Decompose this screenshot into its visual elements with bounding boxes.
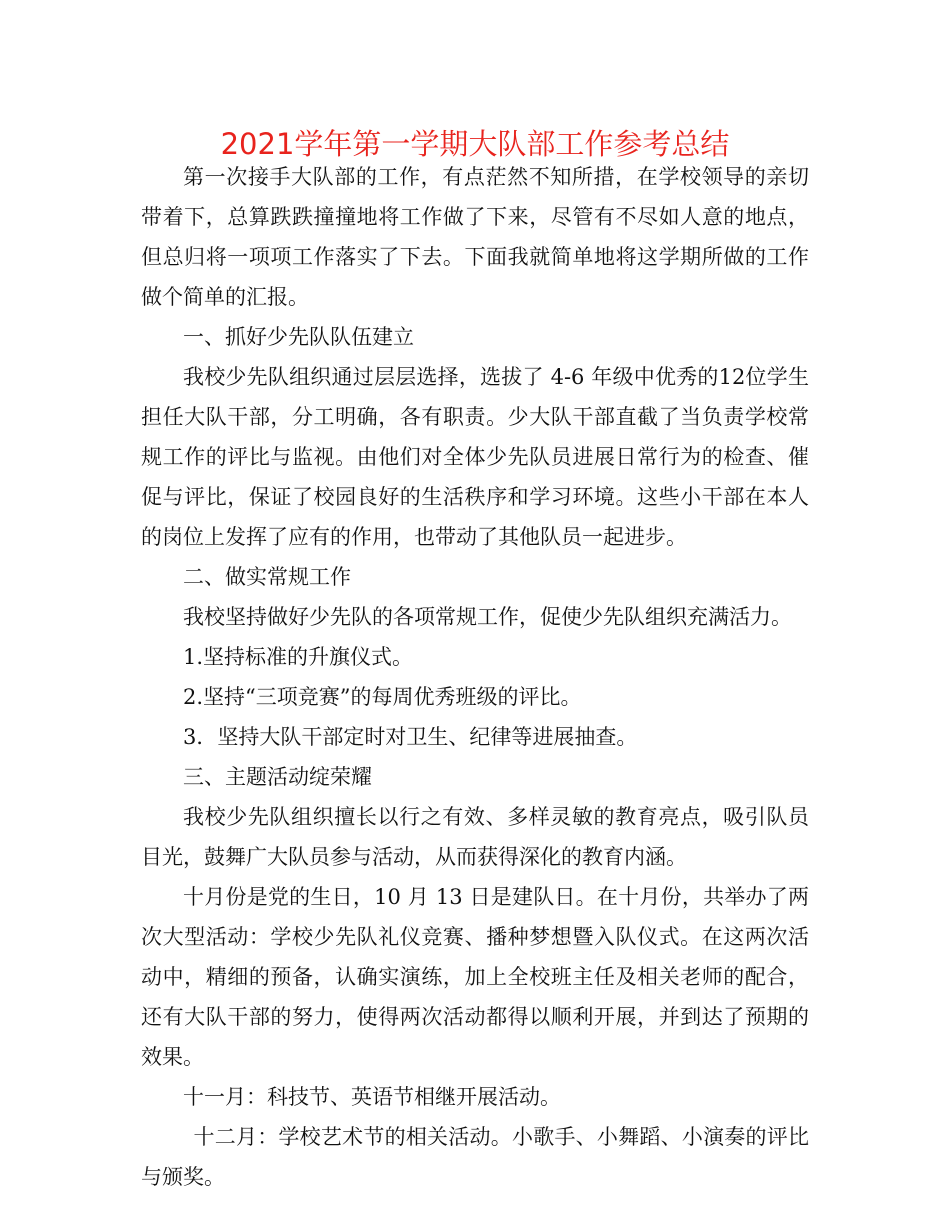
section-heading-3: 三、主题活动绽荣耀 (183, 765, 372, 789)
paragraph-november: 十一月：科技节、英语节相继开展活动。 (183, 1085, 561, 1109)
paragraph-december: 十二月：学校艺术节的相关活动。小歌手、小舞蹈、小演奏的评比与颁奖。 (141, 1125, 809, 1189)
list-item-1: 1.坚持标准的升旗仪式。 (183, 645, 414, 669)
paragraph-october: 十月份是党的生日，10 月 13 日是建队日。在十月份，共举办了两次大型活动：学校少先队礼仪竞赛、播种梦想暨入队仪式。在这两次活动中，精细的预备，认确实演练，加上全校班主任及相关老师的配合，还有大队干部的努力，使得两次活动都得以顺利开展，并到达了预期的效果。 (141, 885, 809, 1069)
paragraph-theme-activities: 我校少先队组织擅长以行之有效、多样灵敏的教育亮点，吸引队员目光，鼓舞广大队员参与活动，从而获得深化的教育内涵。 (141, 805, 809, 869)
list-item-2: 2.坚持“三项竞赛”的每周优秀班级的评比。 (183, 685, 582, 709)
paragraph-routine-work: 我校坚持做好少先队的各项常规工作，促使少先队组织充满活力。 (183, 605, 792, 629)
section-heading-2: 二、做实常规工作 (183, 565, 351, 589)
paragraph-team-building: 我校少先队组织通过层层选择，选拔了 4-6 年级中优秀的12位学生担任大队干部，分工明确，各有职责。少大队干部直截了当负责学校常规工作的评比与监视。由他们对全体少先队员进展日常行为的检查、催促与评比，保证了校园良好的生活秩序和学习环境。这些小干部在本人的岗位上发挥了应有的作用，也带动了其他队员一起进步。 (141, 365, 809, 549)
document-body (141, 157, 809, 1197)
list-item-3: 3．坚持大队干部定时对卫生、纪律等进展抽查。 (183, 725, 638, 749)
paragraph-intro: 第一次接手大队部的工作，有点茫然不知所措，在学校领导的亲切带着下，总算跌跌撞撞地将工作做了下来，尽管有不尽如人意的地点，但总归将一项项工作落实了下去。下面我就简单地将这学期所做的工作做个简单的汇报。 (141, 165, 809, 309)
document-title: 2021学年第一学期大队部工作参考总结 (220, 127, 730, 161)
section-heading-1: 一、抓好少先队队伍建立 (183, 325, 414, 349)
